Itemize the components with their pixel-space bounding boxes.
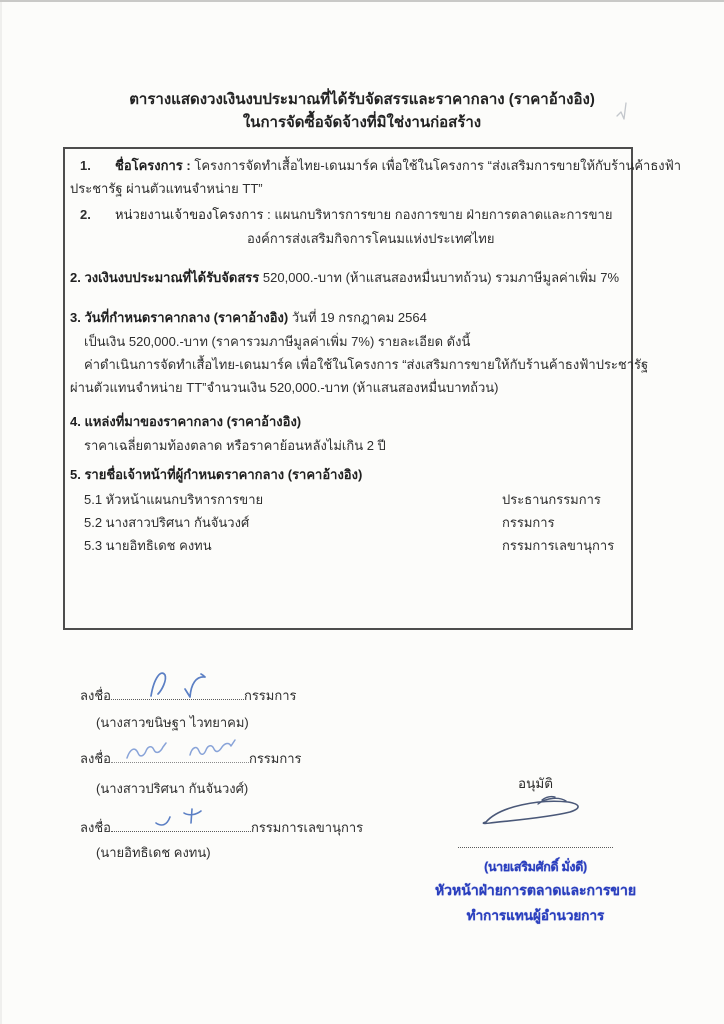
- committee-member-entry: 5.1 หัวหน้าแผนกบริหารการขาย: [84, 492, 264, 507]
- item-date-line4: ผ่านตัวแทนจำหน่าย TT”จำนวนเงิน 520,000.-บาท (ห้าแสนสองหมื่นบาทถ้วน): [70, 380, 499, 395]
- item-agency-number: 2.: [80, 207, 91, 222]
- approval-block: [428, 772, 643, 926]
- item-date-label: 3. วันที่กำหนดราคากลาง (ราคาอ้างอิง): [70, 310, 289, 325]
- approval-label: อนุมัติ: [517, 776, 553, 791]
- committee-member-role: กรรมการ: [502, 515, 555, 530]
- committee-row: [84, 538, 624, 554]
- approver-position-stamp-line2: ทำการแทนผู้อำนวยการ: [466, 908, 605, 923]
- approver-name-stamp: (นายเสริมศักดิ์ มั่งดี): [484, 860, 587, 874]
- signatory-name-1: (นางสาวขนิษฐา ไวทยาคม): [96, 715, 249, 730]
- item-agency-line2: องค์การส่งเสริมกิจการโคนมแห่งประเทศไทย: [247, 231, 495, 246]
- item-date-line2: เป็นเงิน 520,000.-บาท (ราคารวมภาษีมูลค่าเพิ่ม 7%) รายละเอียด ดังนี้: [84, 334, 471, 349]
- item-project-line2: ประชารัฐ ผ่านตัวแทนจำหน่าย TT”: [70, 181, 263, 196]
- item-source-label: 4. แหล่งที่มาของราคากลาง (ราคาอ้างอิง): [70, 414, 302, 429]
- document-title-line2: ในการจัดซื้อจัดจ้างที่มิใช่งานก่อสร้าง: [242, 114, 482, 131]
- item-project-label: ชื่อโครงการ :: [115, 158, 191, 173]
- item-project-number: 1.: [80, 158, 91, 173]
- signature-role: กรรมการเลขานุการ: [250, 820, 364, 835]
- item-date: [70, 310, 427, 326]
- committee-row: [84, 492, 624, 508]
- approver-position-stamp-line1: หัวหน้าฝ่ายการตลาดและการขาย: [434, 882, 637, 898]
- approval-dotted-line: [458, 843, 613, 848]
- item-budget: [70, 270, 619, 286]
- approver-handwritten-signature: [476, 796, 596, 832]
- item-source-text: ราคาเฉลี่ยตามท้องตลาด หรือราคาย้อนหลังไม่เกิน 2 ปี: [84, 438, 386, 453]
- signature-prefix: ลงชื่อ: [80, 751, 111, 766]
- signature-dotted-line: [111, 820, 251, 832]
- signatory-name-2: (นางสาวปริศนา กันจันวงศ์): [96, 781, 249, 796]
- committee-member-entry: 5.2 นางสาวปริศนา กันจันวงศ์: [84, 515, 250, 530]
- item-date-line3: ค่าดำเนินการจัดทำเสื้อไทย-เดนมาร์ค เพื่อใช้ในโครงการ “ส่งเสริมการขายให้กับร้านค้าธงฟ้าประชารัฐ: [84, 357, 649, 372]
- item-committee-label: 5. รายชื่อเจ้าหน้าที่ผู้กำหนดราคากลาง (ราคาอ้างอิง): [70, 467, 363, 482]
- document-title-line1: ตารางแสดงวงเงินงบประมาณที่ได้รับจัดสรรและราคากลาง (ราคาอ้างอิง): [129, 91, 595, 108]
- signature-prefix: ลงชื่อ: [80, 688, 111, 703]
- committee-member-role: กรรมการเลขานุการ: [502, 538, 615, 553]
- signature-prefix: ลงชื่อ: [80, 820, 111, 835]
- signature-row-2: [80, 751, 302, 767]
- signature-row-3: [80, 820, 363, 836]
- signatory-name-3: (นายอิทธิเดช คงทน): [96, 845, 211, 860]
- document-title: [0, 88, 724, 134]
- signature-role: กรรมการ: [243, 688, 297, 703]
- signature-role: กรรมการ: [248, 751, 302, 766]
- item-date-text: วันที่ 19 กรกฎาคม 2564: [291, 310, 427, 325]
- signature-row-1: [80, 688, 297, 704]
- item-budget-label: 2. วงเงินงบประมาณที่ได้รับจัดสรร: [70, 270, 260, 285]
- item-agency-label: หน่วยงานเจ้าของโครงการ :: [115, 207, 271, 222]
- signature-dotted-line: [111, 688, 244, 700]
- item-project-text: โครงการจัดทำเสื้อไทย-เดนมาร์ค เพื่อใช้ในโครงการ “ส่งเสริมการขายให้กับร้านค้าธงฟ้า: [194, 158, 682, 173]
- item-agency-text: แผนกบริหารการขาย กองการขาย ฝ่ายการตลาดและการขาย: [274, 207, 613, 222]
- item-budget-text: 520,000.-บาท (ห้าแสนสองหมื่นบาทถ้วน) รวมภาษีมูลค่าเพิ่ม 7%: [262, 270, 620, 285]
- item-project-line1: [80, 158, 681, 174]
- committee-row: [84, 515, 624, 531]
- committee-member-role: ประธานกรรมการ: [502, 492, 601, 507]
- committee-member-entry: 5.3 นายอิทธิเดช คงทน: [84, 538, 212, 553]
- signature-dotted-line: [111, 751, 249, 763]
- item-agency-line1: [80, 207, 612, 223]
